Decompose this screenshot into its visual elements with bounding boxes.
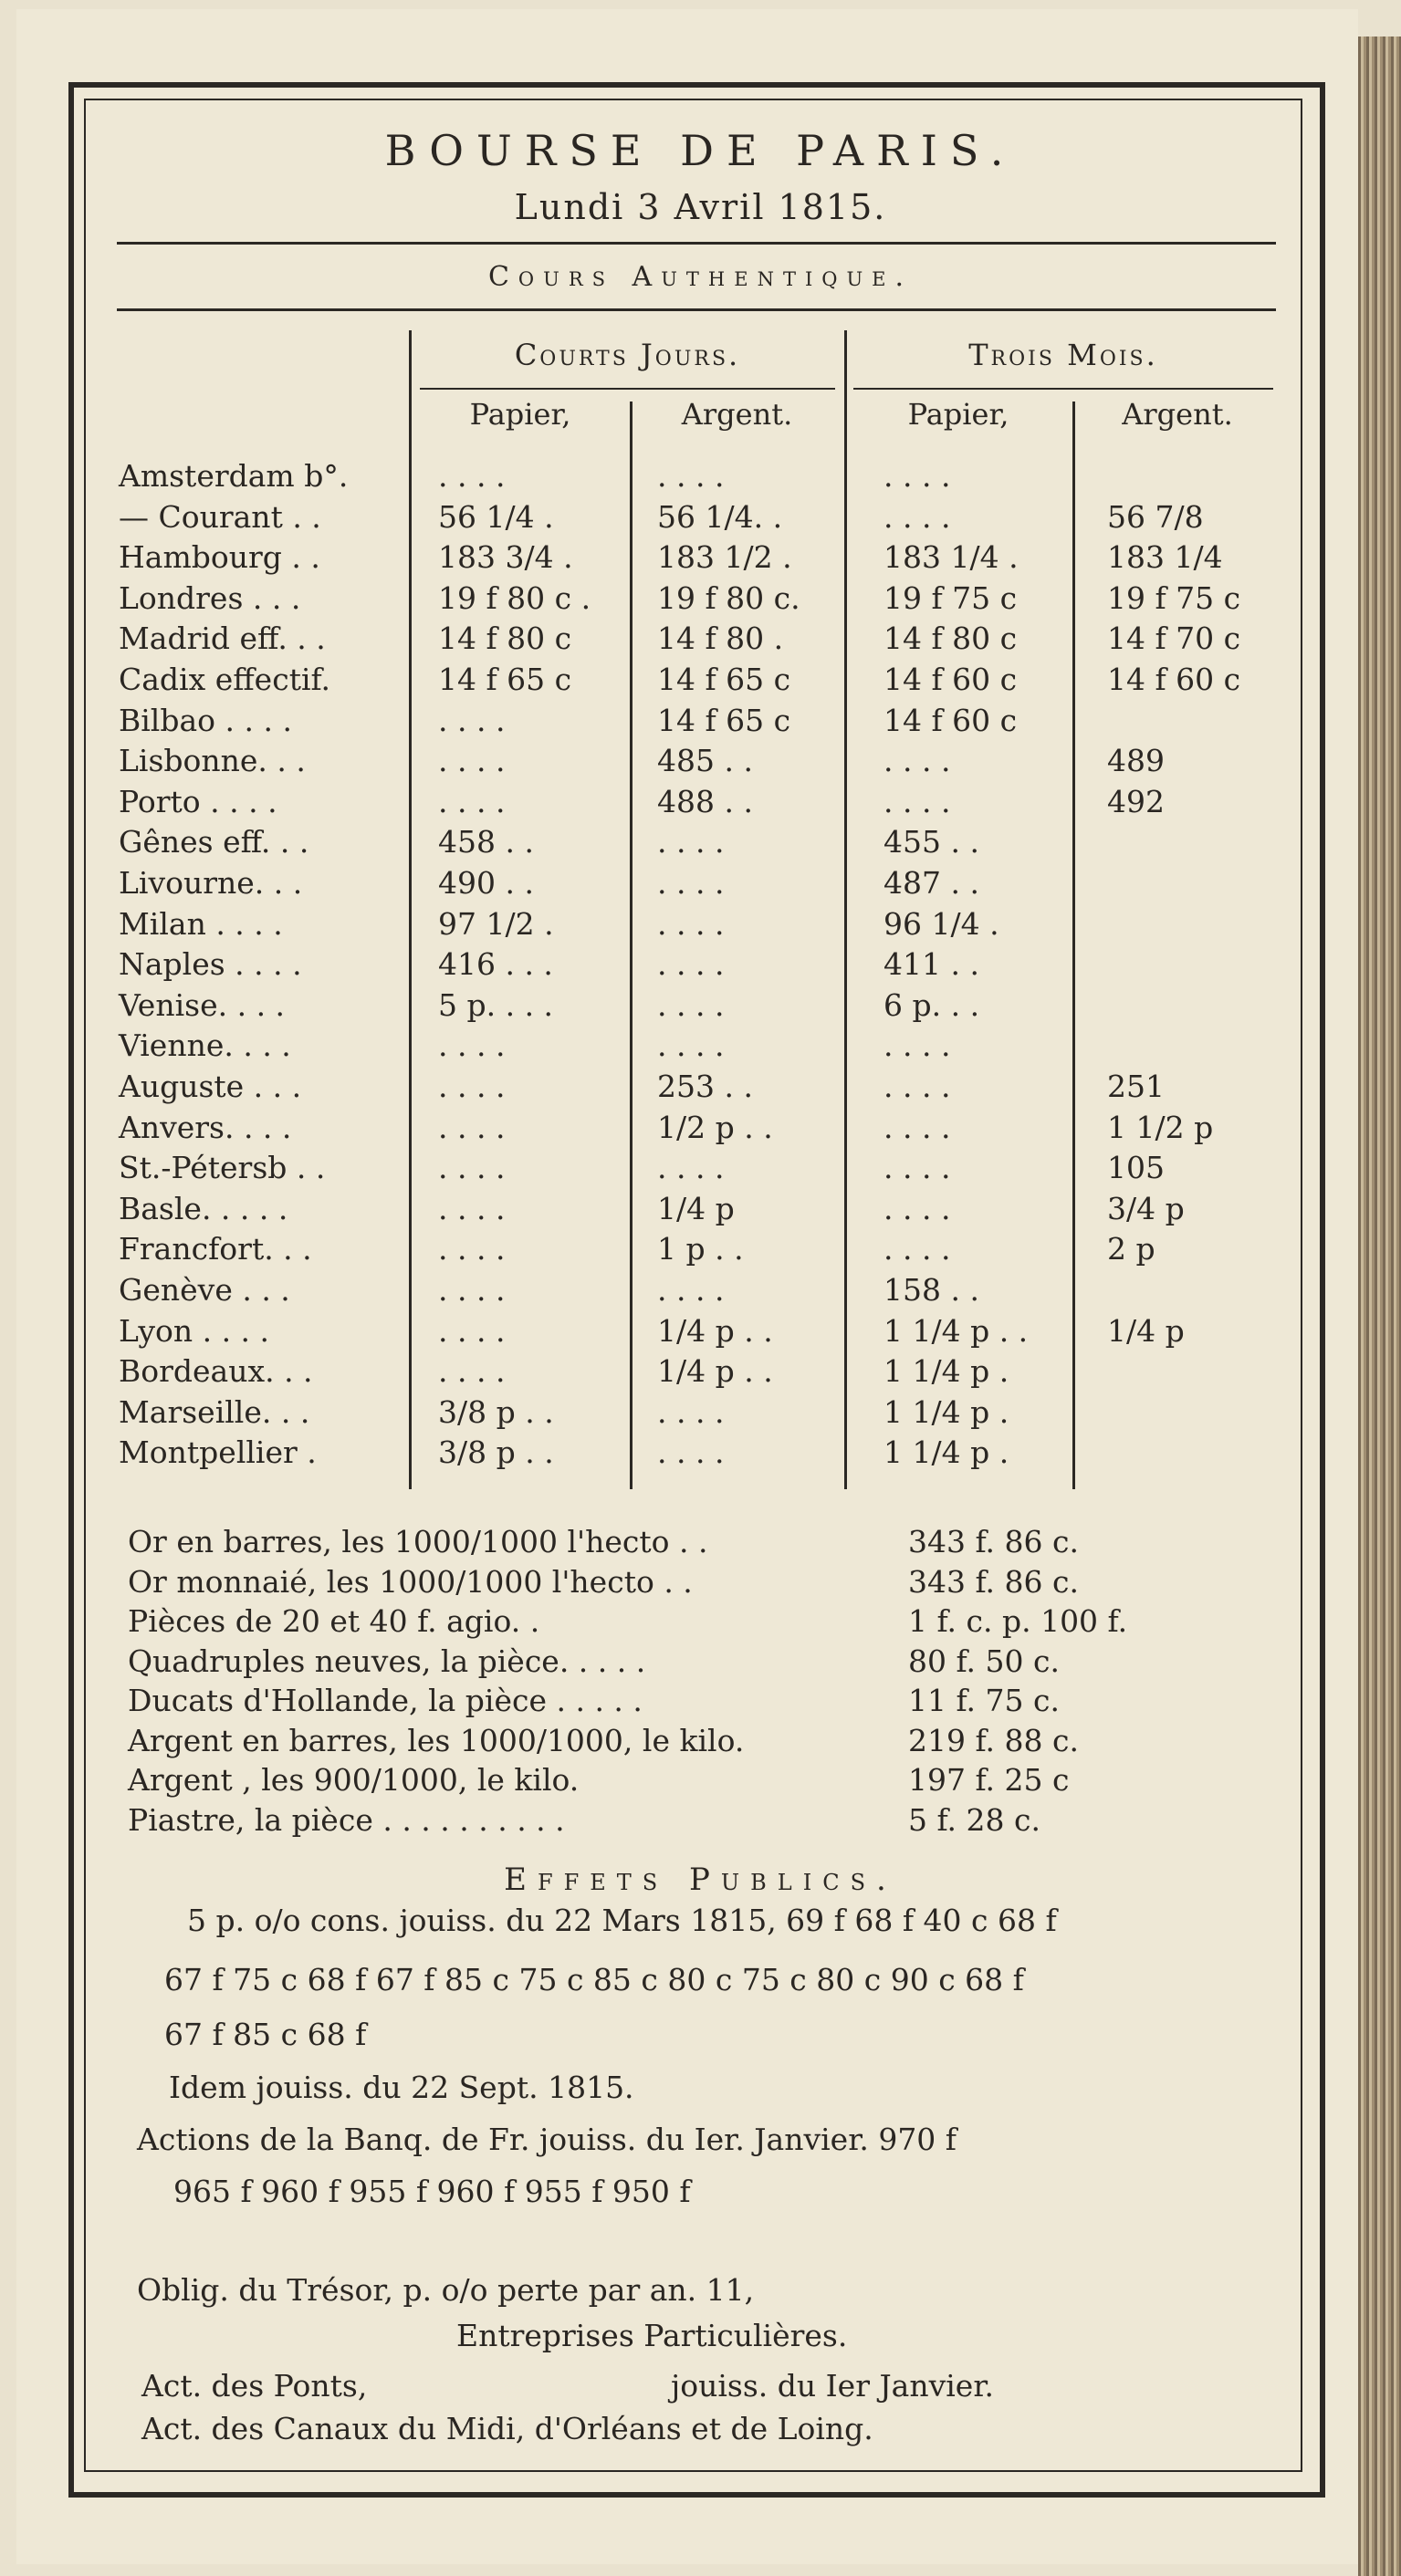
courts-papier: . . . . — [438, 1069, 506, 1104]
metal-label: Argent , les 900/1000, le kilo. — [128, 1762, 580, 1798]
trois-argent: 14 f 60 c — [1107, 662, 1241, 697]
trois-papier: 183 1/4 . — [883, 539, 1019, 576]
courts-papier: 97 1/2 . — [438, 905, 554, 942]
header-brace — [853, 388, 1273, 390]
row-place: Francfort. . . — [119, 1231, 312, 1267]
table-column-divider — [409, 330, 412, 1489]
row-place: Basle. . . . . — [119, 1190, 288, 1226]
courts-papier: . . . . — [438, 783, 506, 819]
divider — [117, 242, 1276, 245]
courts-papier: . . . . — [438, 1190, 506, 1226]
row-place: Cadix effectif. — [119, 662, 331, 697]
sub-header-papier: Papier, — [907, 397, 1009, 432]
trois-papier: 1 1/4 p . — [883, 1353, 1009, 1390]
row-place: Bilbao . . . . — [119, 702, 292, 738]
metal-value: 343 f. 86 c. — [908, 1524, 1079, 1559]
courts-argent: . . . . — [657, 458, 725, 494]
courts-papier: 56 1/4 . — [438, 498, 554, 535]
row-place: Madrid eff. . . — [119, 621, 326, 657]
entreprises-heading: Entreprises Particulières. — [456, 2318, 848, 2353]
courts-papier: 19 f 80 c . — [438, 579, 591, 616]
trois-papier: 96 1/4 . — [883, 905, 999, 942]
courts-papier: . . . . — [438, 458, 506, 494]
group-header-trois-mois: Trois Mois. — [968, 338, 1158, 372]
courts-papier: 416 . . . — [438, 946, 553, 983]
trois-argent: 14 f 70 c — [1107, 621, 1241, 657]
courts-papier: 490 . . — [438, 865, 534, 901]
row-place: Bordeaux. . . — [119, 1353, 313, 1390]
courts-argent: 14 f 80 . — [657, 621, 784, 657]
row-place: Lisbonne. . . — [119, 743, 306, 779]
book-page-edges — [1358, 37, 1401, 2576]
row-place: Marseille. . . — [119, 1393, 310, 1430]
trois-argent: 56 7/8 — [1107, 498, 1204, 535]
row-place: Porto . . . . — [119, 783, 277, 819]
courts-papier: . . . . — [438, 1353, 506, 1390]
trois-argent: 183 1/4 — [1107, 539, 1223, 576]
courts-argent: 1/2 p . . — [657, 1109, 773, 1145]
row-place: Genève . . . — [119, 1272, 290, 1308]
metal-value: 80 f. 50 c. — [908, 1643, 1060, 1679]
metal-value: 343 f. 86 c. — [908, 1563, 1079, 1600]
row-place: Milan . . . . — [119, 905, 283, 942]
courts-argent: 485 . . — [657, 743, 753, 779]
ponts-value: jouiss. du Ier Janvier. — [671, 2368, 994, 2404]
trois-papier: . . . . — [883, 458, 951, 494]
group-header-courts-jours: Courts Jours. — [514, 338, 741, 372]
trois-papier: 158 . . — [883, 1272, 979, 1308]
table-column-divider — [1072, 402, 1075, 1489]
courts-papier: 3/8 p . . — [438, 1393, 554, 1430]
courts-papier: 3/8 p . . — [438, 1434, 554, 1471]
trois-papier: 6 p. . . — [883, 986, 980, 1023]
courts-papier: . . . . — [438, 1027, 506, 1064]
metal-value: 219 f. 88 c. — [908, 1722, 1079, 1758]
trois-papier: 1 1/4 p . — [883, 1393, 1009, 1430]
courts-papier: . . . . — [438, 1272, 506, 1308]
courts-argent: 488 . . — [657, 783, 753, 819]
trois-papier: 411 . . — [883, 946, 979, 983]
courts-papier: . . . . — [438, 1150, 506, 1186]
courts-argent: 1/4 p . . — [657, 1312, 773, 1349]
courts-papier: . . . . — [438, 1109, 506, 1145]
trois-papier: 14 f 80 c — [883, 621, 1018, 657]
trois-argent: 3/4 p — [1107, 1190, 1185, 1226]
metal-label: Pièces de 20 et 40 f. agio. . — [128, 1603, 540, 1639]
trois-argent: 2 p — [1107, 1231, 1155, 1267]
courts-argent: . . . . — [657, 986, 725, 1023]
trois-papier: 455 . . — [883, 824, 979, 860]
section-heading-effets-publics: Effets Publics. — [504, 1862, 897, 1898]
row-place: Lyon . . . . — [119, 1312, 270, 1349]
row-place: Venise. . . . — [119, 986, 286, 1023]
trois-papier: 1 1/4 p . . — [883, 1312, 1029, 1349]
trois-argent: 489 — [1107, 743, 1165, 779]
row-place: St.-Pétersb . . — [119, 1150, 326, 1186]
divider — [117, 308, 1276, 311]
trois-argent: 1/4 p — [1107, 1312, 1185, 1349]
courts-argent: . . . . — [657, 1150, 725, 1186]
courts-argent: 1/4 p — [657, 1190, 735, 1226]
metal-value: 11 f. 75 c. — [908, 1683, 1060, 1718]
trois-argent: 19 f 75 c — [1107, 579, 1241, 616]
courts-argent: . . . . — [657, 905, 725, 942]
trois-papier: . . . . — [883, 498, 951, 535]
row-place: Auguste . . . — [119, 1069, 302, 1104]
courts-argent: 14 f 65 c — [657, 662, 791, 697]
page-date: Lundi 3 Avril 1815. — [514, 187, 887, 227]
courts-argent: 14 f 65 c — [657, 702, 791, 738]
metal-value: 1 f. c. p. 100 f. — [908, 1603, 1128, 1639]
trois-papier: . . . . — [883, 1150, 951, 1186]
trois-papier: . . . . — [883, 1027, 951, 1064]
effets-line: 67 f 75 c 68 f 67 f 85 c 75 c 85 c 80 c 75 c 80 c 90 c 68 f — [164, 1962, 1024, 1997]
trois-papier: . . . . — [883, 1109, 951, 1145]
effets-line: 5 p. o/o cons. jouiss. du 22 Mars 1815, 69 f 68 f 40 c 68 f — [187, 1903, 1057, 1938]
courts-papier: . . . . — [438, 743, 506, 779]
trois-argent: 492 — [1107, 783, 1165, 819]
metal-value: 5 f. 28 c. — [908, 1801, 1040, 1838]
courts-papier: 14 f 80 c — [438, 621, 572, 657]
metal-label: Or en barres, les 1000/1000 l'hecto . . — [128, 1524, 708, 1559]
metal-label: Argent en barres, les 1000/1000, le kilo. — [128, 1722, 745, 1758]
section-subtitle: Cours Authentique. — [487, 261, 914, 293]
courts-argent: 183 1/2 . — [657, 539, 792, 576]
courts-papier: . . . . — [438, 702, 506, 738]
courts-argent: 19 f 80 c. — [657, 579, 800, 616]
courts-argent: . . . . — [657, 824, 725, 860]
trois-papier: 1 1/4 p . — [883, 1434, 1009, 1471]
header-brace — [420, 388, 835, 390]
courts-argent: 1 p . . — [657, 1231, 744, 1267]
trois-papier: 487 . . — [883, 865, 979, 901]
courts-argent: 56 1/4. . — [657, 498, 783, 535]
effets-line: Idem jouiss. du 22 Sept. 1815. — [169, 2070, 634, 2105]
courts-argent: . . . . — [657, 1027, 725, 1064]
courts-argent: . . . . — [657, 865, 725, 901]
table-column-divider — [630, 402, 633, 1489]
trois-papier: . . . . — [883, 1069, 951, 1104]
courts-papier: 458 . . — [438, 824, 534, 860]
row-place: Hambourg . . — [119, 539, 320, 576]
courts-argent: . . . . — [657, 1272, 725, 1308]
oblig-tresor: Oblig. du Trésor, p. o/o perte par an. 11, — [137, 2272, 755, 2308]
trois-papier: . . . . — [883, 743, 951, 779]
row-place: Londres . . . — [119, 579, 301, 616]
effets-line: 965 f 960 f 955 f 960 f 955 f 950 f — [173, 2174, 691, 2209]
row-place: Gênes eff. . . — [119, 824, 309, 860]
trois-argent: 105 — [1107, 1150, 1165, 1186]
courts-papier: 14 f 65 c — [438, 662, 572, 697]
table-column-divider — [844, 330, 847, 1489]
courts-papier: 5 p. . . . — [438, 986, 554, 1023]
courts-argent: . . . . — [657, 1393, 725, 1430]
sub-header-papier: Papier, — [469, 397, 571, 432]
row-place: Livourne. . . — [119, 865, 303, 901]
row-place: Naples . . . . — [119, 946, 302, 983]
ponts-label: Act. des Ponts, — [141, 2368, 368, 2404]
canaux-line: Act. des Canaux du Midi, d'Orléans et de Loing. — [141, 2411, 873, 2446]
row-place: Anvers. . . . — [119, 1109, 292, 1145]
row-place: — Courant . . — [119, 498, 321, 535]
row-place: Montpellier . — [119, 1434, 317, 1471]
trois-papier: 14 f 60 c — [883, 702, 1018, 738]
trois-papier: 19 f 75 c — [883, 579, 1018, 616]
courts-papier: . . . . — [438, 1312, 506, 1349]
trois-papier: . . . . — [883, 783, 951, 819]
trois-argent: 251 — [1107, 1069, 1165, 1104]
trois-argent: 1 1/2 p — [1107, 1109, 1214, 1145]
effets-line: 67 f 85 c 68 f — [164, 2017, 367, 2052]
metal-label: Ducats d'Hollande, la pièce . . . . . — [128, 1683, 643, 1718]
trois-papier: . . . . — [883, 1231, 951, 1267]
trois-papier: 14 f 60 c — [883, 662, 1018, 697]
courts-papier: . . . . — [438, 1231, 506, 1267]
courts-papier: 183 3/4 . — [438, 539, 573, 576]
metal-label: Piastre, la pièce . . . . . . . . . . — [128, 1801, 565, 1838]
trois-papier: . . . . — [883, 1190, 951, 1226]
page-title: BOURSE DE PARIS. — [384, 126, 1017, 175]
metal-value: 197 f. 25 c — [908, 1762, 1070, 1798]
courts-argent: . . . . — [657, 946, 725, 983]
row-place: Amsterdam b°. — [119, 458, 349, 494]
courts-argent: . . . . — [657, 1434, 725, 1471]
metal-label: Or monnaié, les 1000/1000 l'hecto . . — [128, 1563, 693, 1600]
sub-header-argent: Argent. — [1122, 397, 1233, 432]
sub-header-argent: Argent. — [681, 397, 793, 432]
courts-argent: 253 . . — [657, 1069, 753, 1104]
effets-line: Actions de la Banq. de Fr. jouiss. du Ier. Janvier. 970 f — [137, 2122, 957, 2157]
metal-label: Quadruples neuves, la pièce. . . . . — [128, 1643, 646, 1679]
courts-argent: 1/4 p . . — [657, 1353, 773, 1390]
row-place: Vienne. . . . — [119, 1027, 291, 1064]
